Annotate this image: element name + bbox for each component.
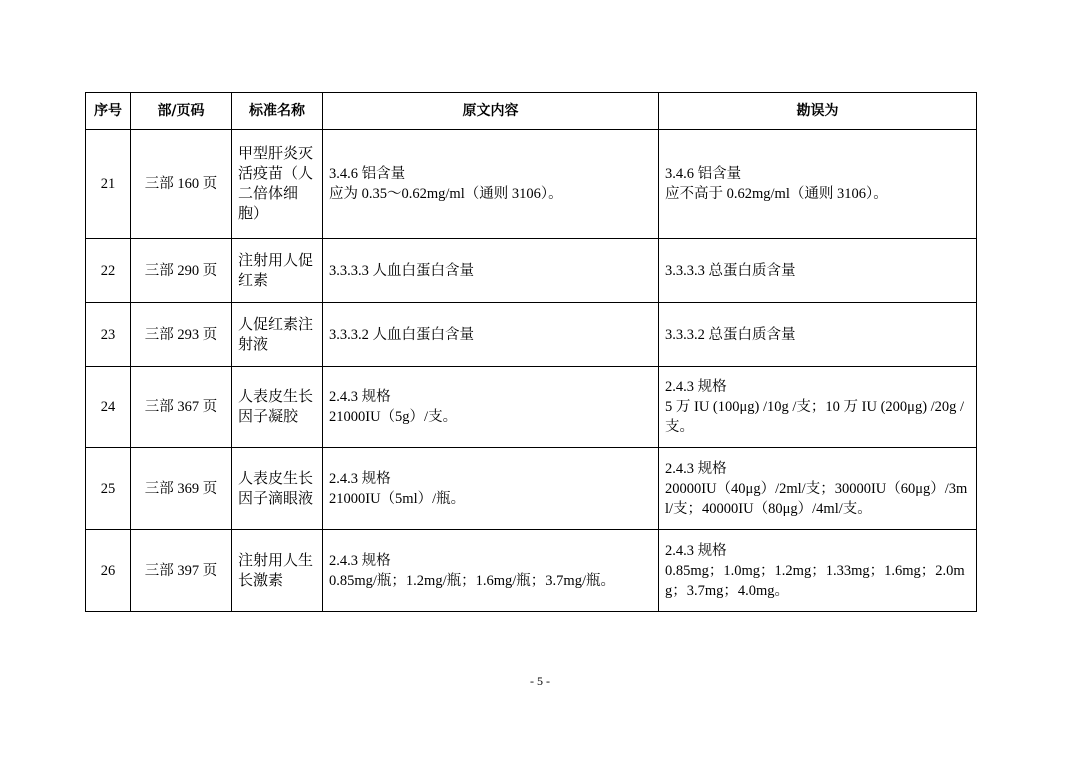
corrected-line: 3.4.6 铝含量 [665,166,742,182]
corrected-line: 5 万 IU (100μg) /10g /支；10 万 IU (200μg) /20g /支。 [665,399,965,435]
table-row [86,239,977,303]
corrected-line: 20000IU（40μg）/2ml/支；30000IU（60μg）/3ml/支；40000IU（80μg）/4ml/支。 [665,480,968,517]
row-original [323,239,659,303]
original-line: 0.85mg/瓶；1.2mg/瓶；1.6mg/瓶；3.7mg/瓶。 [329,572,615,589]
errata-table [85,92,977,612]
table-row [86,448,977,530]
row-number: 23 [86,303,131,367]
row-number: 22 [86,239,131,303]
row-standard-name: 注射用人生长激素 [232,530,323,612]
row-page: 三部 397 页 [131,530,232,612]
original-line: 2.4.3 规格 [329,470,391,487]
row-number: 21 [86,130,131,239]
original-line: 3.3.3.2 人血白蛋白含量 [329,326,474,343]
row-corrected [659,303,977,367]
row-number: 24 [86,367,131,448]
row-page: 三部 367 页 [131,367,232,448]
row-original [323,303,659,367]
row-standard-name: 注射用人促红素 [232,239,323,303]
row-corrected [659,367,977,448]
original-line: 21000IU（5g）/支。 [329,409,458,425]
row-standard-name: 人表皮生长因子滴眼液 [232,448,323,530]
original-line: 2.4.3 规格 [329,389,391,405]
table-row [86,303,977,367]
corrected-line: 2.4.3 规格 [665,379,727,395]
header-standard-name: 标准名称 [232,93,323,130]
original-line: 应为 0.35～0.62mg/ml（通则 3106）。 [329,186,563,202]
corrected-line: 3.3.3.3 总蛋白质含量 [665,262,796,279]
table-row [86,367,977,448]
table-row [86,530,977,612]
row-original [323,130,659,239]
corrected-line: 3.3.3.2 总蛋白质含量 [665,326,796,343]
row-page: 三部 369 页 [131,448,232,530]
corrected-line: 2.4.3 规格 [665,460,727,477]
row-page: 三部 293 页 [131,303,232,367]
table-row [86,130,977,239]
row-corrected [659,530,977,612]
original-line: 2.4.3 规格 [329,552,391,569]
row-corrected [659,448,977,530]
row-number: 26 [86,530,131,612]
row-original [323,367,659,448]
row-corrected [659,239,977,303]
row-original [323,530,659,612]
original-line: 3.3.3.3 人血白蛋白含量 [329,262,474,279]
table-header-row [86,93,977,130]
corrected-line: 0.85mg；1.0mg；1.2mg；1.33mg；1.6mg；2.0mg；3.7mg；4.0mg。 [665,562,965,599]
row-page: 三部 160 页 [131,130,232,239]
row-standard-name: 甲型肝炎灭活疫苗（人二倍体细胞） [232,130,323,239]
original-line: 3.4.6 铝含量 [329,166,406,182]
corrected-line: 应不高于 0.62mg/ml（通则 3106）。 [665,186,888,202]
page-number: - 5 - [530,674,550,688]
row-corrected [659,130,977,239]
header-corrected-content: 勘误为 [659,93,977,130]
header-original-content: 原文内容 [323,93,659,130]
row-number: 25 [86,448,131,530]
original-line: 21000IU（5ml）/瓶。 [329,490,466,507]
corrected-line: 2.4.3 规格 [665,542,727,559]
row-page: 三部 290 页 [131,239,232,303]
row-original [323,448,659,530]
row-standard-name: 人表皮生长因子凝胶 [232,367,323,448]
header-number: 序号 [86,93,131,130]
row-standard-name: 人促红素注射液 [232,303,323,367]
header-page: 部/页码 [131,93,232,130]
